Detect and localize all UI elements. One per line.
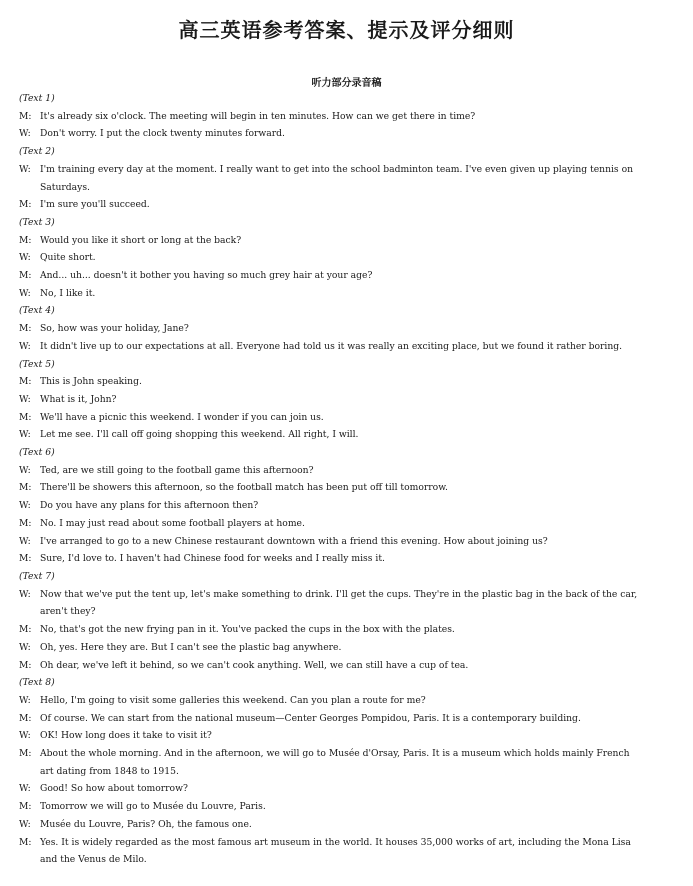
dialog-text: I'm sure you'll succeed. (40, 199, 150, 211)
dialog-line (19, 780, 669, 798)
text-section-header (19, 302, 669, 320)
dialog-line (19, 550, 669, 568)
dialog-text: Ted, are we still going to the football game this afternoon? (40, 464, 314, 476)
section-label: (Text 5) (19, 358, 55, 370)
section-label: (Text 8) (19, 677, 55, 689)
dialog-text: Do you have any plans for this afternoon then? (40, 500, 259, 512)
dialog-line (19, 320, 669, 338)
dialog-text: So, how was your holiday, Jane? (40, 323, 189, 335)
dialog-text: There'll be showers this afternoon, so the football match has been put off till tomorrow. (40, 482, 448, 494)
section-label: (Text 7) (19, 570, 55, 582)
dialog-text: I've arranged to go to a new Chinese restaurant downtown with a friend this evening. How about joining us? (40, 535, 548, 547)
dialog-text: No, I like it. (40, 287, 96, 299)
speaker-label: W: (19, 429, 31, 441)
dialog-text: Sure, I'd love to. I haven't had Chinese food for weeks and I really miss it. (40, 553, 385, 565)
speaker-label: M: (19, 234, 32, 246)
speaker-label: M: (19, 323, 32, 335)
speaker-label: M: (19, 517, 32, 529)
dialog-text: Good! So how about tomorrow? (40, 783, 188, 795)
dialog-line (19, 621, 669, 639)
dialog-text: And... uh... doesn't it bother you having so much grey hair at your age? (40, 270, 373, 282)
dialog-line (19, 285, 669, 303)
speaker-label: M: (19, 659, 32, 671)
dialog-text: Quite short. (40, 252, 96, 264)
dialog-line (19, 692, 669, 710)
dialog-line (19, 497, 669, 515)
speaker-label: M: (19, 801, 32, 813)
speaker-label: M: (19, 748, 32, 760)
dialog-line (19, 373, 669, 391)
speaker-label: W: (19, 128, 31, 140)
section-title: 听力部分录音稿 (311, 78, 382, 89)
speaker-label: M: (19, 376, 32, 388)
speaker-label: W: (19, 500, 31, 512)
dialog-text: Let me see. I'll call off going shopping this weekend. All right, I will. (40, 429, 359, 441)
dialog-line (19, 426, 669, 444)
dialog-text: It's already six o'clock. The meeting will begin in ten minutes. How can we get there in time? (40, 110, 476, 122)
text-section-header (19, 568, 669, 586)
dialog-line (19, 798, 669, 816)
dialog-line (19, 196, 669, 214)
dialog-text: Hello, I'm going to visit some galleries this weekend. Can you plan a route for me? (40, 694, 426, 706)
speaker-label: W: (19, 730, 31, 742)
speaker-label: M: (19, 553, 32, 565)
dialog-line (19, 338, 669, 356)
dialog-text: Would you like it short or long at the back? (40, 234, 242, 246)
text-section-header (19, 90, 669, 108)
dialog-text: Musée du Louvre, Paris? Oh, the famous one. (40, 818, 252, 830)
dialog-text: OK! How long does it take to visit it? (40, 730, 212, 742)
dialog-continuation: aren't they? (40, 606, 96, 618)
section-label: (Text 3) (19, 216, 55, 228)
transcript-body (19, 90, 669, 869)
speaker-label: M: (19, 482, 32, 494)
dialog-line (19, 834, 669, 852)
dialog-line (19, 657, 669, 675)
dialog-line (19, 108, 669, 126)
dialog-line (19, 409, 669, 427)
speaker-label: W: (19, 340, 31, 352)
dialog-text: No, that's got the new frying pan in it. You've packed the cups in the box with the plates. (40, 624, 455, 636)
speaker-label: M: (19, 624, 32, 636)
speaker-label: M: (19, 712, 32, 724)
speaker-label: M: (19, 411, 32, 423)
dialog-line (19, 515, 669, 533)
speaker-label: W: (19, 641, 31, 653)
section-label: (Text 4) (19, 305, 55, 317)
speaker-label: W: (19, 287, 31, 299)
speaker-label: W: (19, 588, 31, 600)
dialog-text: Oh, yes. Here they are. But I can't see the plastic bag anywhere. (40, 641, 342, 653)
dialog-line (19, 391, 669, 409)
dialog-text: What is it, John? (40, 393, 117, 405)
dialog-text: No. I may just read about some football players at home. (40, 517, 305, 529)
dialog-text: This is John speaking. (40, 376, 142, 388)
dialog-line (19, 727, 669, 745)
dialog-line (19, 533, 669, 551)
dialog-text: Don't worry. I put the clock twenty minutes forward. (40, 128, 285, 140)
dialog-text: About the whole morning. And in the afternoon, we will go to Musée d'Orsay, Paris. It is a museum which holds mainly French (40, 748, 630, 760)
speaker-label: M: (19, 270, 32, 282)
dialog-line (19, 249, 669, 267)
dialog-text: It didn't live up to our expectations at all. Everyone had told us it was really an exciting place, but we found it rather boring. (40, 340, 623, 352)
dialog-line (19, 710, 669, 728)
speaker-label: W: (19, 535, 31, 547)
dialog-line (19, 745, 669, 763)
dialog-continuation: art dating from 1848 to 1915. (40, 765, 179, 777)
dialog-line (19, 479, 669, 497)
speaker-label: W: (19, 818, 31, 830)
text-section-header (19, 214, 669, 232)
dialog-text: I'm training every day at the moment. I really want to get into the school badminton team. I've even given up playing tennis on (40, 163, 634, 175)
speaker-label: W: (19, 694, 31, 706)
dialog-line (19, 125, 669, 143)
speaker-label: W: (19, 464, 31, 476)
text-section-header (19, 674, 669, 692)
dialog-text: Tomorrow we will go to Musée du Louvre, Paris. (40, 801, 266, 813)
dialog-line (19, 816, 669, 834)
dialog-text: Yes. It is widely regarded as the most famous art museum in the world. It houses 35,000 works of art, including the Mona Lisa (40, 836, 631, 848)
dialog-line (19, 161, 669, 179)
section-label: (Text 6) (19, 447, 55, 459)
text-section-header (19, 143, 669, 161)
dialog-continuation: Saturdays. (40, 181, 90, 193)
speaker-label: W: (19, 393, 31, 405)
speaker-label: M: (19, 836, 32, 848)
dialog-continuation: and the Venus de Milo. (40, 854, 147, 866)
dialog-text: We'll have a picnic this weekend. I wonder if you can join us. (40, 411, 324, 423)
speaker-label: W: (19, 163, 31, 175)
speaker-label: W: (19, 252, 31, 264)
section-label: (Text 1) (19, 93, 55, 104)
dialog-line (19, 462, 669, 480)
speaker-label: M: (19, 199, 32, 211)
dialog-line (19, 232, 669, 250)
dialog-line (19, 267, 669, 285)
speaker-label: M: (19, 110, 32, 122)
dialog-text: Of course. We can start from the national museum—Center Georges Pompidou, Paris. It is a contemporary building. (40, 712, 581, 724)
dialog-line (19, 639, 669, 657)
dialog-line (19, 586, 669, 604)
page-title: 高三英语参考答案、提示及评分细则 (178, 18, 515, 42)
section-label: (Text 2) (19, 146, 55, 158)
text-section-header (19, 356, 669, 374)
dialog-text: Oh dear, we've left it behind, so we can't cook anything. Well, we can still have a cup of tea. (40, 659, 469, 671)
text-section-header (19, 444, 669, 462)
dialog-text: Now that we've put the tent up, let's make something to drink. I'll get the cups. They're in the plastic bag in the back of the car, (40, 588, 638, 600)
speaker-label: W: (19, 783, 31, 795)
